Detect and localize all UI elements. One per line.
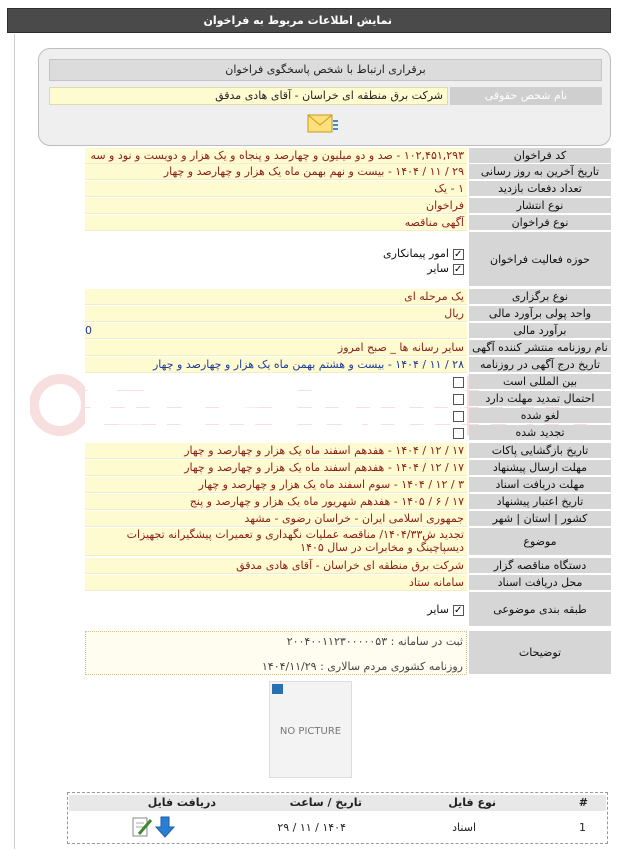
notes-label: توضیحات [469,631,611,675]
field-row [85,558,611,574]
field-label: مهلت ارسال پیشنهاد [469,460,611,476]
field-value: 0 [85,323,467,339]
activity-checkbox[interactable] [453,249,464,260]
field-label: تاریخ آخرین به روز رسانی [469,164,611,180]
activity-option: سایر [427,262,449,275]
field-value: ۲۸ / ۱۱ / ۱۴۰۴ - بیست و هشتم بهمن ماه یک هزار و چهارصد و چهار [85,357,467,373]
flag-row [85,391,611,407]
page-header [7,8,611,33]
files-header [69,795,606,811]
flag-value [85,391,467,407]
page-title: نمایش اطلاعات مربوط به فراخوان [203,14,392,27]
row-num: 1 [579,821,586,834]
field-row [85,323,611,339]
field-value: ۱ - یک [85,181,467,197]
flag-checkbox[interactable] [453,411,464,422]
notes-row [85,631,611,675]
contact-label: نام شخص حقوقی [450,87,602,105]
field-label: نوع فراخوان [469,215,611,231]
col-num: # [578,796,588,809]
field-row [85,340,611,356]
field-label: برآورد مالی [469,323,611,339]
field-label: نوع برگزاری [469,289,611,305]
field-row [85,494,611,510]
field-value: ۱۷ / ۱۲ / ۱۴۰۴ - هفدهم اسفند ماه یک هزار و چهارصد و چهار [85,443,467,459]
flag-checkbox[interactable] [453,377,464,388]
no-picture-placeholder [269,681,352,778]
field-row [85,306,611,322]
field-value: ۱۷ / ۶ / ۱۴۰۵ - هفدهم شهریور ماه یک هزار و چهارصد و پنج [85,494,467,510]
field-value: ۳ / ۱۲ / ۱۴۰۴ - سوم اسفند ماه یک هزار و چهارصد و چهار [85,477,467,493]
field-value: سامانه ستاد [85,575,467,591]
field-label: نوع انتشار [469,198,611,214]
field-row [85,511,611,527]
field-row [85,148,611,164]
field-value: ۱۷ / ۱۲ / ۱۴۰۴ - هفدهم اسفند ماه یک هزار و چهارصد و چهار [85,460,467,476]
table-row [69,815,606,839]
contact-row [49,87,602,105]
download-arrow-icon[interactable] [155,816,175,838]
field-row [85,357,611,373]
field-row [85,443,611,459]
flag-value [85,408,467,424]
flag-label: بین المللی است [469,374,611,390]
field-value: جمهوری اسلامی ایران - خراسان رضوی - مشهد [85,511,467,527]
flag-label: لغو شده [469,408,611,424]
category-options [85,592,467,627]
flag-checkbox[interactable] [453,394,464,405]
field-value: فراخوان [85,198,467,214]
field-label: کشور | استان | شهر [469,511,611,527]
flag-row [85,425,611,441]
envelope-icon[interactable] [307,113,339,135]
field-label: تعداد دفعات بازدید [469,181,611,197]
flag-row [85,374,611,390]
flag-label: تجدید شده [469,425,611,441]
field-row [85,181,611,197]
field-value: آگهی مناقصه [85,215,467,231]
row-date: ۲۹ / ۱۱ / ۱۴۰۴ [277,821,346,834]
field-row [85,477,611,493]
field-row [85,198,611,214]
field-value: ۱۰۲,۴۵۱,۲۹۳ - صد و دو میلیون و چهارصد و پنجاه و یک هزار و دویست و نود و سه [85,148,467,164]
contact-value: شرکت برق منطقه ای خراسان - آقای هادی مدقق [49,87,448,105]
field-label: کد فراخوان [469,148,611,164]
activity-checkbox[interactable] [453,264,464,275]
field-row [85,289,611,305]
field-value: ریال [85,306,467,322]
notes-value [85,631,467,675]
col-type: نوع فایل [448,796,496,809]
activity-label: حوزه فعالیت فراخوان [469,232,611,287]
field-label: تاریخ درج آگهی در روزنامه [469,357,611,373]
contact-panel [38,48,611,146]
row-type: اسناد [452,821,476,834]
flag-label: احتمال تمدید مهلت دارد [469,391,611,407]
flag-row [85,408,611,424]
field-label: نام روزنامه منتشر کننده آگهی [469,340,611,356]
category-checkbox[interactable] [453,605,464,616]
field-label: مهلت دریافت اسناد [469,477,611,493]
subject-row [85,528,611,556]
category-option: سایر [427,603,449,616]
picture-corner-icon [272,684,283,694]
category-label: طبقه بندی موضوعی [469,592,611,627]
field-value: شرکت برق منطقه ای خراسان - آقای هادی مدقق [85,558,467,574]
no-picture-text: NO PICTURE [279,726,342,737]
field-value: یک مرحله ای [85,289,467,305]
field-label: تاریخ بازگشایی پاکات [469,443,611,459]
activity-row [85,232,611,287]
subject-label: موضوع [469,528,611,556]
field-row [85,215,611,231]
field-row [85,460,611,476]
field-label: واحد پولی برآورد مالی [469,306,611,322]
flag-value [85,374,467,390]
field-row [85,164,611,180]
notes-line: روزنامه کشوری مردم سالاری : ۱۴۰۴/۱۱/۲۹ [261,660,463,673]
activity-options [85,232,467,287]
subject-value: تجدید ش۱۴۰۴/۳۳/ مناقصه عملیات نگهداری و تعمیرات پیشگیرانه تجهیزات دیسپاچینگ و مخابرات در سال ۱۴۰۵ [85,528,467,556]
col-date: تاریخ / ساعت [289,796,362,809]
field-value: سایر رسانه ها _ صبح امروز [85,340,467,356]
col-download: دریافت فایل [147,796,216,809]
field-value: ۲۹ / ۱۱ / ۱۴۰۴ - بیست و نهم بهمن ماه یک هزار و چهارصد و چهار [85,164,467,180]
field-label: محل دریافت اسناد [469,575,611,591]
category-row [85,592,611,627]
notes-line: ثبت در سامانه : ۲۰۰۴۰۰۱۱۲۳۰۰۰۰۰۵۳ [286,635,463,648]
files-table [67,792,608,844]
field-label: دستگاه مناقصه گزار [469,558,611,574]
edit-document-icon[interactable] [131,816,153,838]
flag-value [85,425,467,441]
contact-title: برقراری ارتباط با شخص پاسخگوی فراخوان [49,59,602,81]
flag-checkbox[interactable] [453,428,464,439]
field-label: تاریخ اعتبار پیشنهاد [469,494,611,510]
field-row [85,575,611,591]
activity-option: امور پیمانکاری [383,247,449,260]
